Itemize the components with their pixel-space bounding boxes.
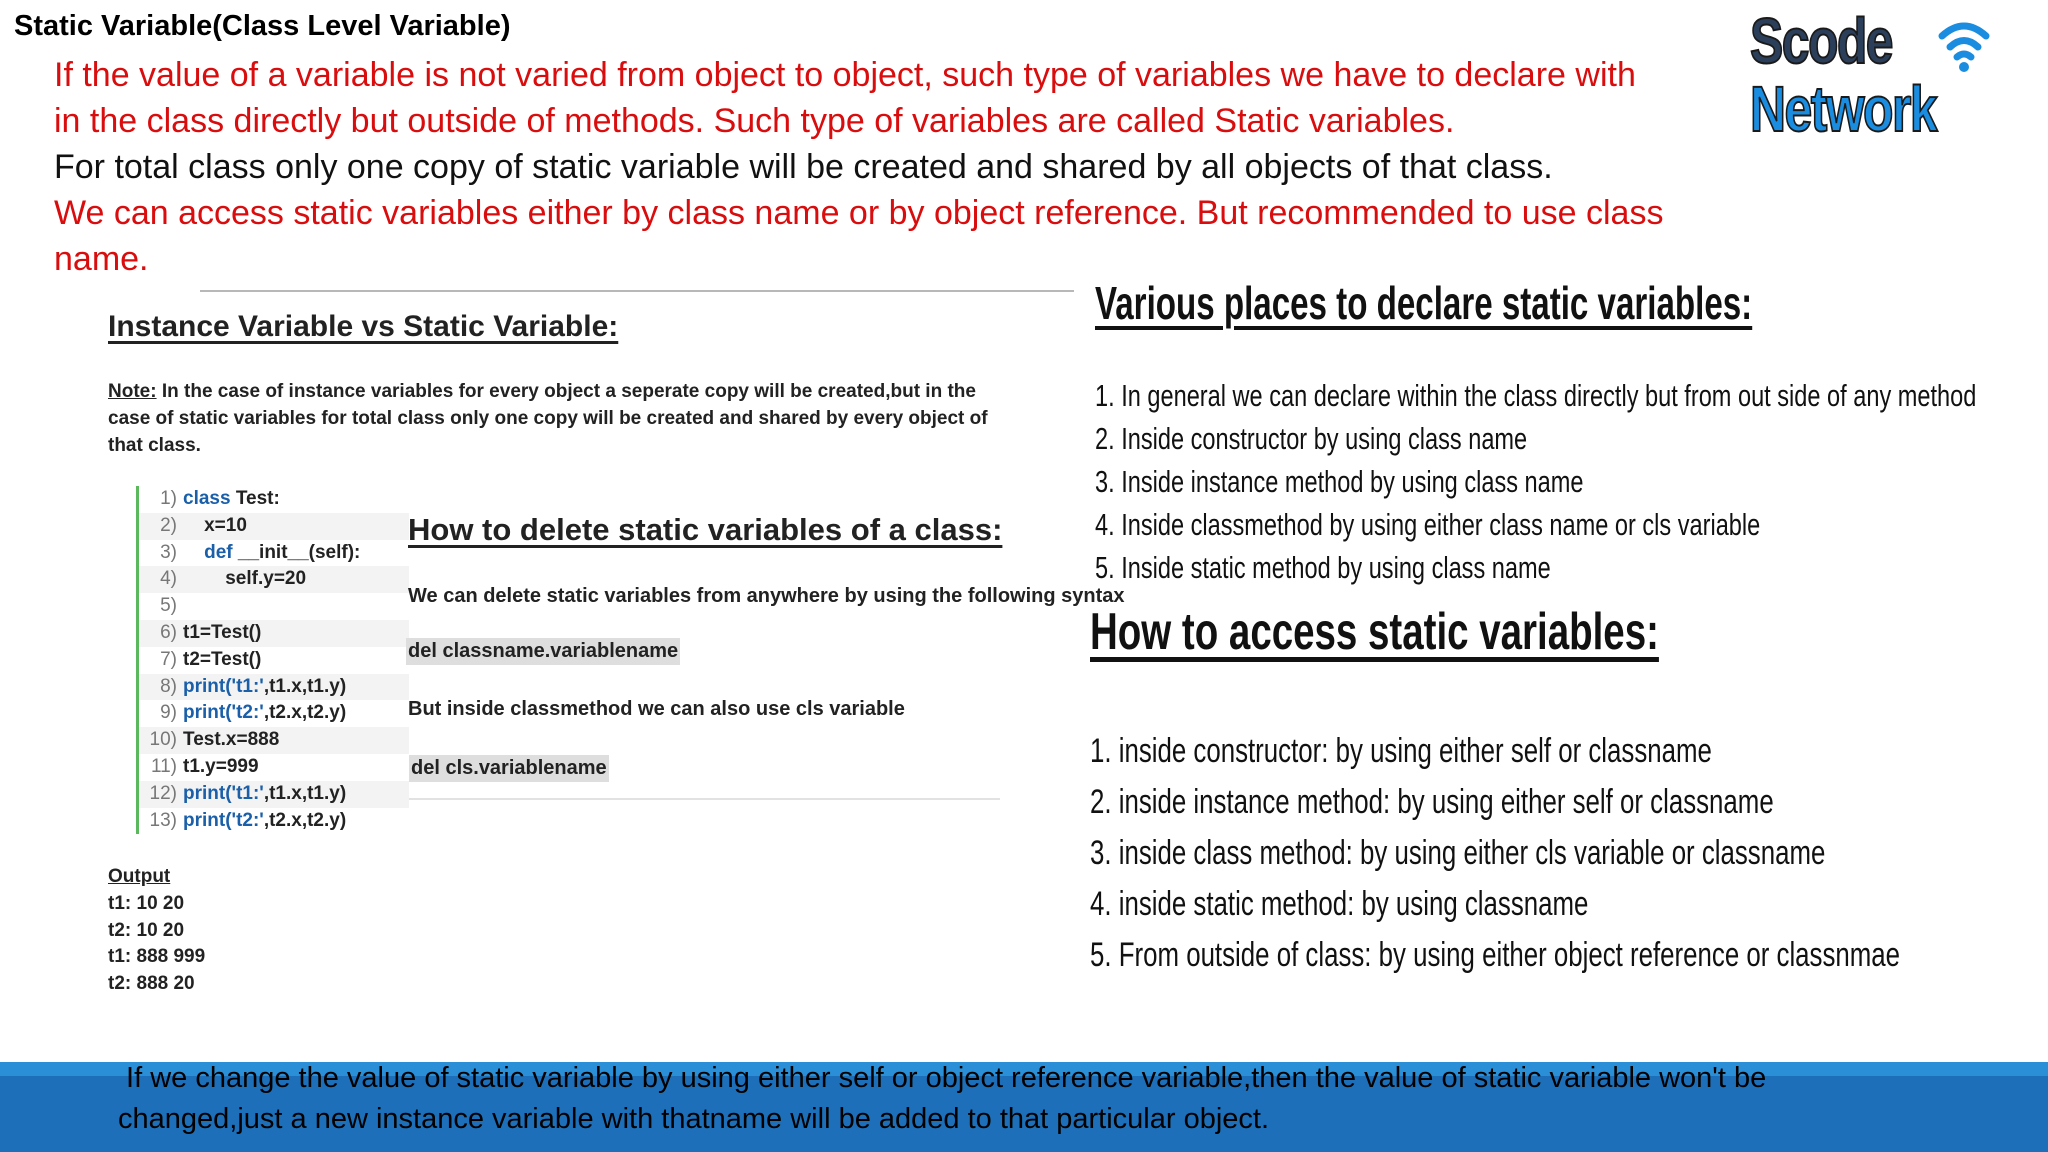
delete-syntax-classname: del classname.variablename <box>406 638 680 665</box>
logo-word-scode: Scode <box>1750 5 1893 77</box>
list-item: 3. Inside instance method by using class name <box>1095 464 1584 499</box>
delete-description: We can delete static variables from anywhere by using the following syntax <box>408 585 1125 607</box>
code-text: ,t1.x,t1.y) <box>263 782 347 804</box>
code-string: ('t2:' <box>225 809 264 831</box>
footer-line-1: If we change the value of static variable by using either self or object reference variable,then the value of static variable won't be <box>118 1062 1767 1094</box>
code-text: self.y=20 <box>183 568 307 590</box>
code-line <box>139 674 409 701</box>
logo-word-network: Network <box>1750 73 1937 145</box>
note-paragraph <box>108 378 1008 459</box>
instance-vs-static-heading: Instance Variable vs Static Variable: <box>108 310 619 343</box>
intro-line-1: If the value of a variable is not varied from object to object, such type of variables we have to declare with <box>54 56 1636 94</box>
intro-paragraph <box>54 52 1734 282</box>
code-text: t2=Test() <box>183 648 262 670</box>
code-line <box>139 647 409 674</box>
code-text: Test.x=888 <box>183 729 280 751</box>
page-title: Static Variable(Class Level Variable) <box>14 10 511 42</box>
line-number: 11) <box>150 755 177 777</box>
delete-syntax-cls: del cls.variablename <box>409 755 609 782</box>
code-text: t1=Test() <box>183 621 262 643</box>
code-line <box>139 540 409 567</box>
code-text: __init__(self): <box>232 541 361 563</box>
wifi-icon <box>1938 16 1990 78</box>
intro-line-5: name. <box>54 240 149 278</box>
output-label: Output <box>108 866 171 887</box>
code-line <box>139 781 409 808</box>
output-line: t2: 888 20 <box>108 973 195 995</box>
code-line <box>139 808 409 835</box>
code-line <box>139 727 409 754</box>
intro-line-4: We can access static variables either by class name or by object reference. But recommended to use class <box>54 194 1664 232</box>
code-string: ('t2:' <box>225 702 264 724</box>
list-item: 2. Inside constructor by using class name <box>1095 421 1528 456</box>
code-line <box>139 566 409 593</box>
code-text: ,t2.x,t2.y) <box>263 809 347 831</box>
footer-line-2: changed,just a new instance variable with thatname will be added to that particular object. <box>118 1103 1270 1135</box>
line-number: 1) <box>160 488 177 509</box>
access-heading: How to access static variables: <box>1090 603 1659 661</box>
list-item: 5. From outside of class: by using either object reference or classnmae <box>1090 936 1901 974</box>
code-block <box>136 486 409 834</box>
code-keyword: def <box>183 541 233 563</box>
line-number: 3) <box>160 541 177 563</box>
divider <box>395 798 1000 800</box>
divider <box>200 290 1074 292</box>
intro-line-3: For total class only one copy of static variable will be created and shared by all objects of that class. <box>54 148 1553 186</box>
footer-text <box>118 1058 2018 1140</box>
code-keyword: print <box>183 702 226 724</box>
line-number: 4) <box>160 568 177 590</box>
list-item: 3. inside class method: by using either cls variable or classname <box>1090 834 1826 872</box>
list-item: 1. inside constructor: by using either self or classname <box>1090 732 1712 770</box>
code-line <box>139 620 409 647</box>
declare-places-list <box>1095 374 2048 589</box>
line-number: 8) <box>160 675 177 697</box>
code-line <box>139 593 409 620</box>
list-item: 5. Inside static method by using class name <box>1095 550 1551 585</box>
line-number: 12) <box>149 782 177 804</box>
list-item: 1. In general we can declare within the class directly but from out side of any method <box>1095 378 1977 413</box>
output-line: t1: 888 999 <box>108 946 206 968</box>
output-block <box>108 864 205 998</box>
note-text: In the case of instance variables for every object a seperate copy will be created,but in the case of static variables for total class only one copy will be created and shared by every object of that class. <box>108 381 988 456</box>
code-text: ,t2.x,t2.y) <box>263 702 347 724</box>
access-list <box>1090 726 2048 981</box>
list-item: 2. inside instance method: by using either self or classname <box>1090 783 1774 821</box>
line-number: 9) <box>160 702 177 724</box>
delete-heading: How to delete static variables of a class: <box>408 512 1003 547</box>
list-item: 4. Inside classmethod by using either class name or cls variable <box>1095 507 1761 542</box>
line-number: 10) <box>149 729 177 751</box>
line-number: 7) <box>160 648 177 670</box>
code-line <box>139 700 409 727</box>
code-line <box>139 486 409 513</box>
code-line <box>139 513 409 540</box>
logo <box>1748 5 1990 146</box>
code-keyword: print <box>183 675 226 697</box>
code-text: t1.y=999 <box>183 755 259 777</box>
output-line: t2: 10 20 <box>108 919 185 941</box>
list-item: 4. inside static method: by using classname <box>1090 885 1589 923</box>
intro-line-2: in the class directly but outside of methods. Such type of variables are called Static variables. <box>54 102 1455 140</box>
code-string: ('t1:' <box>225 782 264 804</box>
code-keyword: print <box>183 809 226 831</box>
classmethod-description: But inside classmethod we can also use cls variable <box>408 698 905 720</box>
code-text: ,t1.x,t1.y) <box>263 675 347 697</box>
output-line: t1: 10 20 <box>108 892 185 914</box>
code-line <box>139 754 409 781</box>
line-number: 6) <box>160 621 177 643</box>
code-text: Test: <box>230 488 280 509</box>
code-keyword: class <box>183 488 231 509</box>
code-string: ('t1:' <box>225 675 264 697</box>
line-number: 5) <box>160 595 177 617</box>
code-keyword: print <box>183 782 226 804</box>
line-number: 2) <box>160 514 177 536</box>
line-number: 13) <box>149 809 177 831</box>
note-label: Note: <box>108 381 157 402</box>
declare-places-heading: Various places to declare static variables: <box>1095 277 1753 329</box>
code-text: x=10 <box>183 514 247 536</box>
